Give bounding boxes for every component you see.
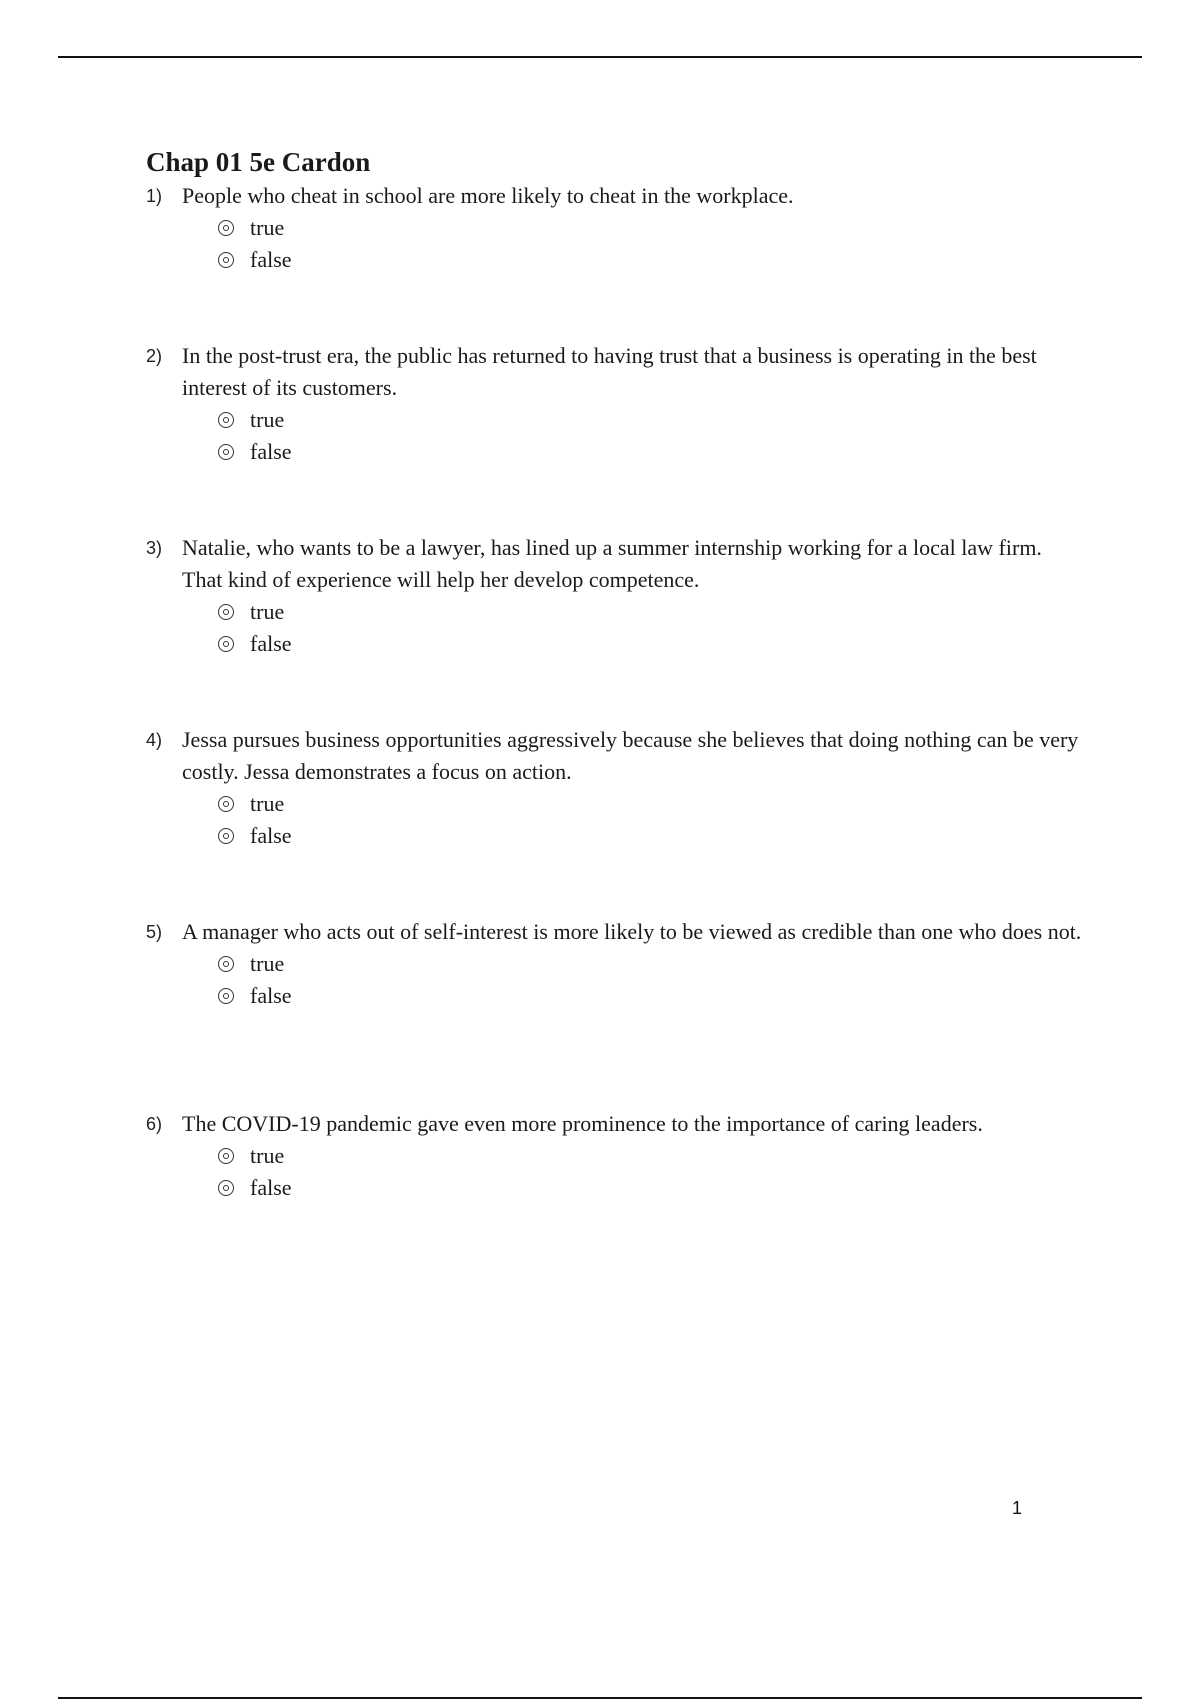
radio-button-icon[interactable] — [218, 956, 234, 972]
option-false[interactable] — [218, 628, 1086, 660]
option-true[interactable] — [218, 1140, 1086, 1172]
question-text: People who cheat in school are more likely to cheat in the workplace. — [182, 183, 794, 208]
radio-button-icon[interactable] — [218, 1180, 234, 1196]
question-number: 2) — [146, 346, 163, 366]
option-false[interactable] — [218, 244, 1086, 276]
option-true[interactable] — [218, 596, 1086, 628]
document-title: Chap 01 5e Cardon — [146, 147, 371, 177]
top-divider — [58, 56, 1142, 58]
answer-options — [218, 404, 1086, 468]
option-false[interactable] — [218, 436, 1086, 468]
radio-button-icon[interactable] — [218, 252, 234, 268]
question-text: A manager who acts out of self-interest is more likely to be viewed as credible than one who does not. — [182, 919, 1082, 944]
bottom-divider — [58, 1697, 1142, 1699]
radio-button-icon[interactable] — [218, 988, 234, 1004]
radio-button-icon[interactable] — [218, 604, 234, 620]
question-2 — [146, 340, 1086, 468]
radio-button-icon[interactable] — [218, 1148, 234, 1164]
option-label: true — [250, 599, 285, 624]
option-true[interactable] — [218, 788, 1086, 820]
question-number: 5) — [146, 922, 163, 942]
option-label: true — [250, 951, 285, 976]
question-3 — [146, 532, 1086, 660]
question-number: 1) — [146, 186, 163, 206]
document-body — [146, 146, 1086, 1200]
radio-button-icon[interactable] — [218, 796, 234, 812]
question-number: 3) — [146, 538, 163, 558]
option-label: false — [250, 823, 292, 848]
option-label: false — [250, 247, 292, 272]
question-text: Natalie, who wants to be a lawyer, has lined up a summer internship working for a local law firm. That kind of experience will help her develop competence. — [182, 535, 1042, 592]
question-text: In the post-trust era, the public has returned to having trust that a business is operating in the best interest of its customers. — [182, 343, 1037, 400]
option-false[interactable] — [218, 1172, 1086, 1204]
question-6 — [146, 1108, 1086, 1204]
option-label: true — [250, 215, 285, 240]
question-number: 6) — [146, 1114, 163, 1134]
option-label: false — [250, 631, 292, 656]
radio-button-icon[interactable] — [218, 412, 234, 428]
option-true[interactable] — [218, 404, 1086, 436]
option-true[interactable] — [218, 948, 1086, 980]
option-label: true — [250, 1143, 285, 1168]
option-label: true — [250, 407, 285, 432]
option-label: false — [250, 439, 292, 464]
answer-options — [218, 1140, 1086, 1204]
answer-options — [218, 948, 1086, 1012]
question-5 — [146, 916, 1086, 1012]
option-label: false — [250, 1175, 292, 1200]
option-label: false — [250, 983, 292, 1008]
option-false[interactable] — [218, 820, 1086, 852]
option-true[interactable] — [218, 212, 1086, 244]
answer-options — [218, 596, 1086, 660]
question-text: The COVID-19 pandemic gave even more prominence to the importance of caring leaders. — [182, 1111, 983, 1136]
option-label: true — [250, 791, 285, 816]
radio-button-icon[interactable] — [218, 636, 234, 652]
radio-button-icon[interactable] — [218, 220, 234, 236]
option-false[interactable] — [218, 980, 1086, 1012]
question-number: 4) — [146, 730, 163, 750]
radio-button-icon[interactable] — [218, 828, 234, 844]
answer-options — [218, 788, 1086, 852]
answer-options — [218, 212, 1086, 276]
page-number: 1 — [1012, 1498, 1023, 1518]
question-1 — [146, 180, 1086, 276]
radio-button-icon[interactable] — [218, 444, 234, 460]
question-text: Jessa pursues business opportunities aggressively because she believes that doing nothing can be very costly. Jessa demonstrates a focus on action. — [182, 727, 1079, 784]
question-4 — [146, 724, 1086, 852]
